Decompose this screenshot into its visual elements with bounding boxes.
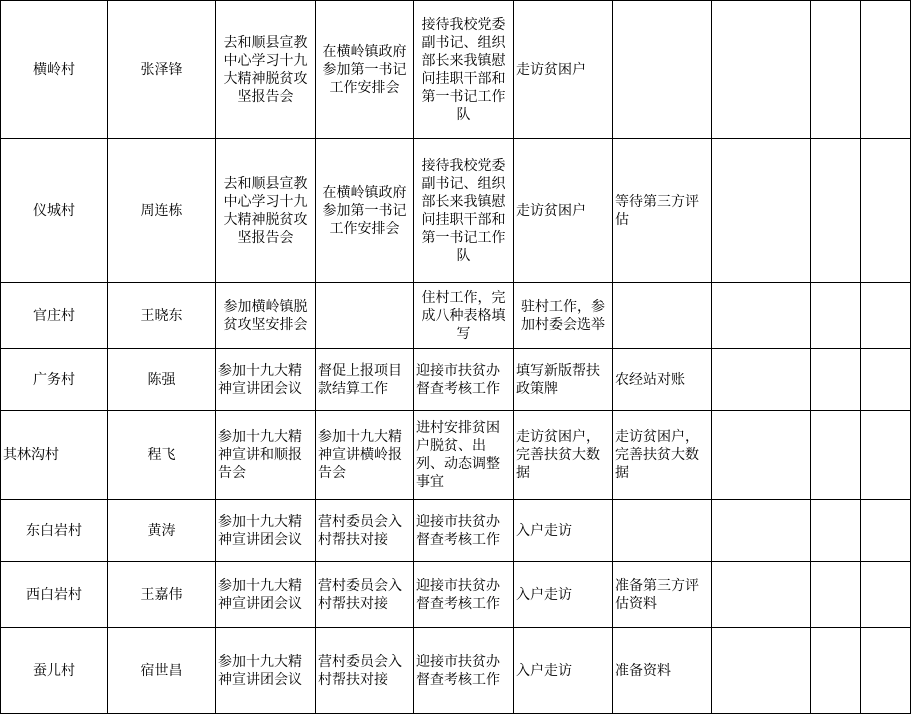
work-cell: 参加十九大精神宣讲横岭报告会 [316,411,414,500]
work-cell [811,349,861,411]
village-cell: 仪城村 [1,139,108,283]
village-cell: 其林沟村 [1,411,108,500]
work-cell [811,500,861,562]
village-cell: 东白岩村 [1,500,108,562]
work-cell: 入户走访 [514,562,613,628]
work-cell: 走访贫困户，完善扶贫大数据 [514,411,613,500]
name-cell: 程飞 [108,411,216,500]
work-cell: 等待第三方评估 [613,139,712,283]
table-row [1,349,911,411]
table-row [1,139,911,283]
work-cell [861,628,911,714]
work-cell: 准备第三方评估资料 [613,562,712,628]
village-cell: 广务村 [1,349,108,411]
work-cell: 参加十九大精神宣讲团会议 [216,628,316,714]
work-cell: 去和顺县宣教中心学习十九大精神脱贫攻坚报告会 [216,139,316,283]
work-cell: 去和顺县宣教中心学习十九大精神脱贫攻坚报告会 [216,1,316,139]
work-cell [811,411,861,500]
work-cell: 参加十九大精神宣讲团会议 [216,500,316,562]
name-cell: 王晓东 [108,283,216,349]
work-cell: 迎接市扶贫办督查考核工作 [414,349,514,411]
work-cell [613,500,712,562]
work-cell: 在横岭镇政府参加第一书记工作安排会 [316,1,414,139]
work-cell [861,562,911,628]
name-cell: 张泽锋 [108,1,216,139]
work-cell [811,628,861,714]
work-cell: 住村工作，完成八种表格填写 [414,283,514,349]
work-cell: 迎接市扶贫办督查考核工作 [414,628,514,714]
name-cell: 周连栋 [108,139,216,283]
work-cell: 迎接市扶贫办督查考核工作 [414,500,514,562]
work-cell: 填写新版帮扶政策牌 [514,349,613,411]
name-cell: 陈强 [108,349,216,411]
work-cell: 走访贫困户 [514,139,613,283]
table-row [1,1,911,139]
work-cell [712,1,811,139]
work-cell [861,1,911,139]
work-cell [811,1,861,139]
work-cell [613,283,712,349]
work-cell [861,411,911,500]
work-cell [811,139,861,283]
village-cell: 西白岩村 [1,562,108,628]
table-row [1,628,911,714]
work-cell [712,349,811,411]
work-cell [316,283,414,349]
work-cell [861,283,911,349]
name-cell: 宿世昌 [108,628,216,714]
work-cell: 督促上报项目款结算工作 [316,349,414,411]
work-cell [811,562,861,628]
work-cell: 接待我校党委副书记、组织部长来我镇慰问挂职干部和第一书记工作队 [414,1,514,139]
work-cell [712,139,811,283]
work-cell: 参加横岭镇脱贫攻坚安排会 [216,283,316,349]
village-cell: 官庄村 [1,283,108,349]
work-cell: 参加十九大精神宣讲和顺报告会 [216,411,316,500]
work-cell: 迎接市扶贫办督查考核工作 [414,562,514,628]
work-cell: 参加十九大精神宣讲团会议 [216,349,316,411]
work-cell [861,139,911,283]
work-cell: 进村安排贫困户脱贫、出列、动态调整事宜 [414,411,514,500]
work-cell [712,411,811,500]
work-cell [861,349,911,411]
work-cell: 驻村工作，参加村委会选举 [514,283,613,349]
table-row [1,283,911,349]
work-cell: 营村委员会入村帮扶对接 [316,562,414,628]
work-cell [712,500,811,562]
name-cell: 黄涛 [108,500,216,562]
work-cell [712,562,811,628]
work-cell: 入户走访 [514,500,613,562]
work-cell [712,283,811,349]
table-row [1,411,911,500]
work-cell: 营村委员会入村帮扶对接 [316,628,414,714]
village-cell: 横岭村 [1,1,108,139]
work-cell: 接待我校党委副书记、组织部长来我镇慰问挂职干部和第一书记工作队 [414,139,514,283]
work-cell: 准备资料 [613,628,712,714]
work-cell: 走访贫困户，完善扶贫大数据 [613,411,712,500]
work-cell: 走访贫困户 [514,1,613,139]
work-cell: 入户走访 [514,628,613,714]
work-cell: 农经站对账 [613,349,712,411]
table-row [1,500,911,562]
table-row [1,562,911,628]
work-cell [861,500,911,562]
work-cell [712,628,811,714]
name-cell: 王嘉伟 [108,562,216,628]
village-cell: 蚕儿村 [1,628,108,714]
work-cell: 在横岭镇政府参加第一书记工作安排会 [316,139,414,283]
work-cell: 营村委员会入村帮扶对接 [316,500,414,562]
work-cell: 参加十九大精神宣讲团会议 [216,562,316,628]
work-cell [811,283,861,349]
work-cell [613,1,712,139]
